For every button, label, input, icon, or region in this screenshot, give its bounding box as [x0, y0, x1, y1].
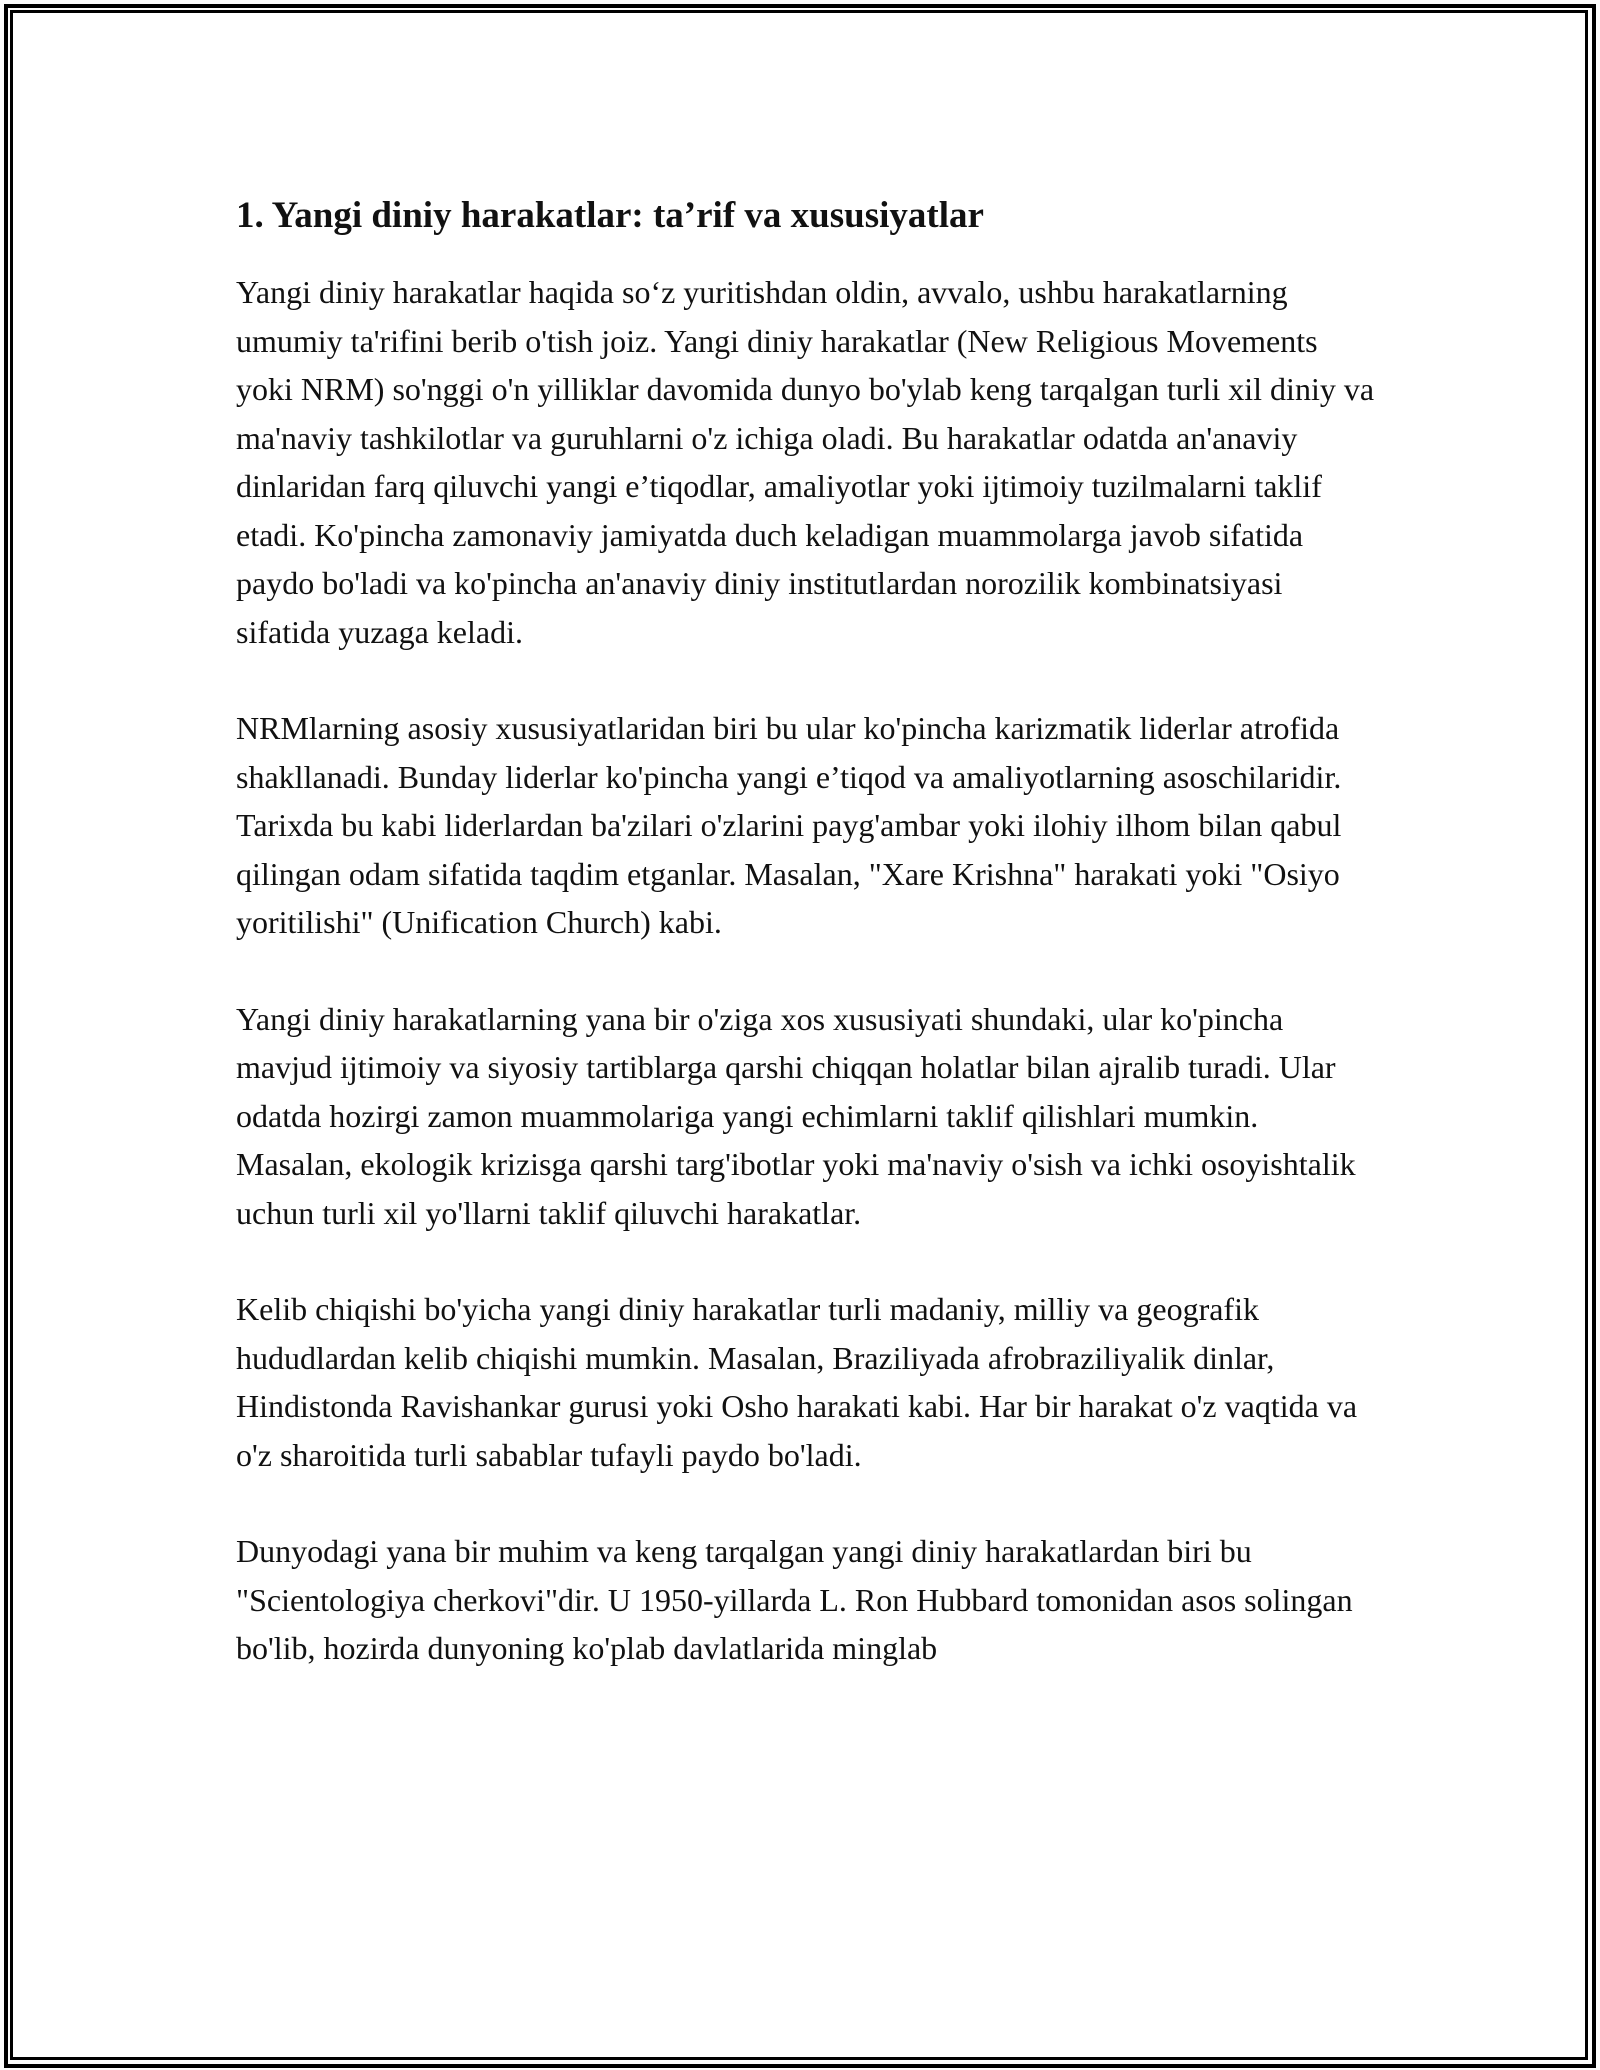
- paragraph-scientology: Dunyodagi yana bir muhim va keng tarqalgan yangi diniy harakatlardan biri bu "Scientologiya cherkovi"dir. U 1950-yillarda L. Ron Hubbard tomonidan asos solingan bo'lib, hozirda dunyoning ko'plab davlatlarida minglab: [236, 1533, 1353, 1666]
- document-body: [236, 188, 1376, 1721]
- paragraph-origins: Kelib chiqishi bo'yicha yangi diniy harakatlar turli madaniy, milliy va geografik hududlardan kelib chiqishi mumkin. Masalan, Braziliyada afrobraziliyalik dinlar, Hindistonda Ravishankar gurusi yoki Osho harakati kabi. Har bir harakat o'z vaqtida va o'z sharoitida turli sabablar tufayli paydo bo'ladi.: [236, 1291, 1358, 1473]
- paragraph-leaders: NRMlarning asosiy xususiyatlaridan biri bu ular ko'pincha karizmatik liderlar atrofida shakllanadi. Bunday liderlar ko'pincha yangi e’tiqod va amaliyotlarning asoschilaridir. Tarixda bu kabi liderlardan ba'zilari o'zlarini payg'ambar yoki ilohiy ilhom bilan qabul qilingan odam sifatida taqdim etganlar. Masalan, "Xare Krishna" harakati yoki "Osiyo yoritilishi" (Unification Church) kabi.: [236, 710, 1342, 940]
- section-heading: 1. Yangi diniy harakatlar: ta’rif va xususiyatlar: [236, 195, 984, 236]
- paragraph-social-features: Yangi diniy harakatlarning yana bir o'ziga xos xususiyati shundaki, ular ko'pincha mavjud ijtimoiy va siyosiy tartiblarga qarshi chiqqan holatlar bilan ajralib turadi. Ular odatda hozirgi zamon muammolariga yangi echimlarni taklif qilishlari mumkin. Masalan, ekologik krizisga qarshi targ'ibotlar yoki ma'naviy o'sish va ichki osoyishtalik uchun turli xil yo'llarni taklif qiluvchi harakatlar.: [236, 1000, 1356, 1231]
- paragraph-definition: Yangi diniy harakatlar haqida so‘z yuritishdan oldin, avvalo, ushbu harakatlarning umumiy ta'rifini berib o'tish joiz. Yangi diniy harakatlar (New Religious Movements yoki NRM) so'nggi o'n yilliklar davomida dunyo bo'ylab keng tarqalgan turli xil diniy va ma'naviy tashkilotlar va guruhlarni o'z ichiga oladi. Bu harakatlar odatda an'anaviy dinlaridan farq qiluvchi yangi e’tiqodlar, amaliyotlar yoki ijtimoiy tuzilmalarni taklif etadi. Ko'pincha zamonaviy jamiyatda duch keladigan muammolarga javob sifatida paydo bo'ladi va ko'pincha an'anaviy diniy institutlardan norozilik kombinatsiyasi sifatida yuzaga keladi.: [236, 274, 1375, 650]
